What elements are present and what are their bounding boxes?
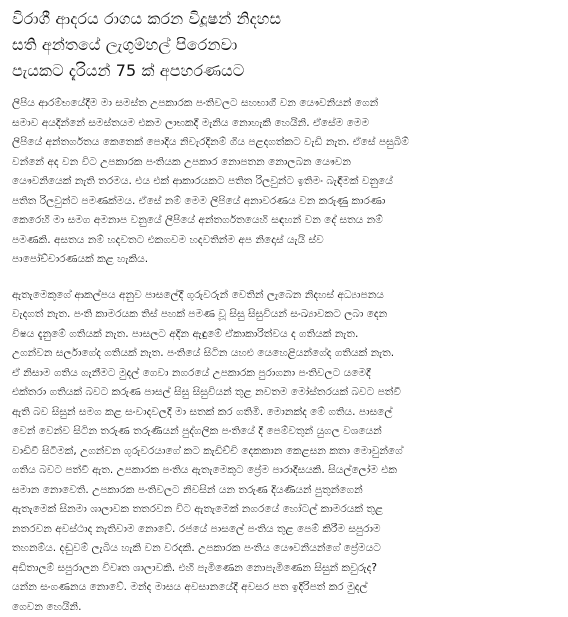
headline-line-2: සති අන්තයේ ලැගුම්හල් පිරෙනවා xyxy=(12,32,554,58)
paragraph-1-line: සමාව අයදින්නේ සමස්තයම එකම ලාභකදී මැනිය නොහැකි හෙයිනි. ඒසේම මෙම xyxy=(12,114,554,134)
paragraph-2-line: සමාන නොවෙති. උපකාරක පංතිවලට නිවසින් යන තරුණ දියණියන් පුතුන්ගෙන් xyxy=(12,481,554,501)
paragraph-1-line: ලිපිය ආරම්භයේදීම මා සමස්ත උපකාරක පංතිවලට සහභාගී වන යෞවනියන් ගෙන් xyxy=(12,94,554,114)
body-paragraph-2 xyxy=(12,286,554,617)
paragraph-1-line: පතිත රිලවුන්ට පමණක්මය. ඒසේ නම් මෙම ලිපියේ අනාවරණය වන කරුණු කාරණා xyxy=(12,192,554,212)
paragraph-1-line: ලිපියේ අන්තර්ගතය කෙතෙක් පොදිය නිවැරදිනම් ගිය පළදගත්කට වැඩි නැත. ඒසේ පසුබිම් xyxy=(12,133,554,153)
paragraph-2-line: එක්තරා ගතියක් බවට කරුණ පාසල් සිසු සිසුවියන් තුළ නවතම මෝස්තරයක් බවට පත්වී xyxy=(12,383,554,403)
paragraph-2-line: යන්න සංගණනය නොවේ. මන්ද මාසය අවසානයේදී අවසර පත ඉදිරිපත් කර මුදල් xyxy=(12,578,554,598)
paragraph-2-line: ඒ නිසාම ගතිය ගැනීමට මුදල් ගෙවා නගරයේ උපකාරක පුරාගනා පංතිවලට යමෙදී xyxy=(12,364,554,384)
headline-line-1: විරාගී ආදරය රාගය කරන විදූෂන් නිදහස xyxy=(12,6,554,32)
paragraph-2-line: අඩිතාලම් සපුරාලන විවෘත ශාලාවකි. එහි පැමිණෙන නොපැමිණෙන සිසුන් කවුරුද? xyxy=(12,559,554,579)
paragraph-2-line: වාඩිවී සිටීමක්, උගන්වන ගුරුවරයාගේ කට කැඩිච්චි දෙකකාන කෙළසන කතා මොවුන්ගේ xyxy=(12,442,554,462)
paragraph-2-line: තහනම්ය. දඬුවම් ලැබිය හැකි වන වරදකි. උපකාරක පංතිය යෞවනියන්ගේ ප්‍රේමයට xyxy=(12,539,554,559)
paragraph-2-line: ගෙවන හෙයිනි. xyxy=(12,598,554,617)
paragraph-2-line: ගතිය බවට පත්වී ඇත. උපකාරක පංතිය ඇතැමෙකුට ප්‍රේම පාරාදීසයකි. සියල්ලෝම එක xyxy=(12,461,554,481)
paragraph-1-line: වන්නේ අද වන විට උපකාරක පංතියක උපකාර නොපතන නොලබන යෞවන xyxy=(12,153,554,173)
paragraph-2-line: ඇති බව සිසුන් සමග කළ සංවාදවලදී මා සතක් කර ගතිමි. මොනක්ද මේ ගතිය. පාසලේ xyxy=(12,403,554,423)
paragraph-1-line: කෙරෙහි මා සමග අමනාප වනුයේ ලිපියේ අන්තර්ගතයෙහි සඳහන් වන දේ සතය නම් xyxy=(12,211,554,231)
paragraph-1-line: යෞවනියෙක් නැති තරමය. එය එක් ආකාරයකට පතිත රිලවුන්ට ඉතිමං බැඳීමක් වනුයේ xyxy=(12,172,554,192)
paragraph-2-line: වැදගත් නැත. පංති කාමරයක තිස් පහක් පමණ වූ සිසු සිසුවියන් සංඛ්‍යාවකට ලබා දෙන xyxy=(12,305,554,325)
paragraph-2-line: නතරවන අවස්ථාද නැතිවාම නොවේ. රජයේ පාසලේ පංතිය තුළ පෙම් කිරීම සපුරාම xyxy=(12,520,554,540)
headline-line-3: පැයකට දැරියන් 75 ක් අපහරණයට xyxy=(12,58,554,84)
body-paragraph-1 xyxy=(12,94,554,270)
paragraph-2-line: උගන්වන සර්ලාගේද ගතියක් නැත. පංතියේ සිටින යහළු යෙහෙළියන්ගේද ගතියක් නැත. xyxy=(12,344,554,364)
article-headline xyxy=(12,6,554,84)
paragraph-1-line: පාපෝච්චාරණයක් කළ හැකිය. xyxy=(12,250,554,270)
paragraph-1-line: පමණකි. අසතය නම් හදවතට එකගවම හදවතින්ම අප නිදොස් යැයි ස්ව xyxy=(12,231,554,251)
paragraph-2-line: ඇතැමෙකුගේ ආකල්පය අනුව පාසලේදී ගුරුවරුන් වෙතින් ලැබෙන නිදහස් අධ්‍යාපනය xyxy=(12,286,554,306)
paragraph-2-line: විෂය දැනුමේ ගතියක් නැත. පාසලට අදින ඇඳුමේ ඒකාකාරිත්වය ද ගතියක් නැත. xyxy=(12,325,554,345)
paragraph-2-line: ඇතැමෙක් සිනමා ශාලාවක තතරවන විට ඇතැමෙක් නගරයේ හෝටල් කාමරයක් තුළ xyxy=(12,500,554,520)
paragraph-2-line: වෙන් වෙන්ව සිටින තරුණ තරුණියන් පුද්ගලික පංතියේ දී පෙම්වතුන් යුගල වශයෙන් xyxy=(12,422,554,442)
